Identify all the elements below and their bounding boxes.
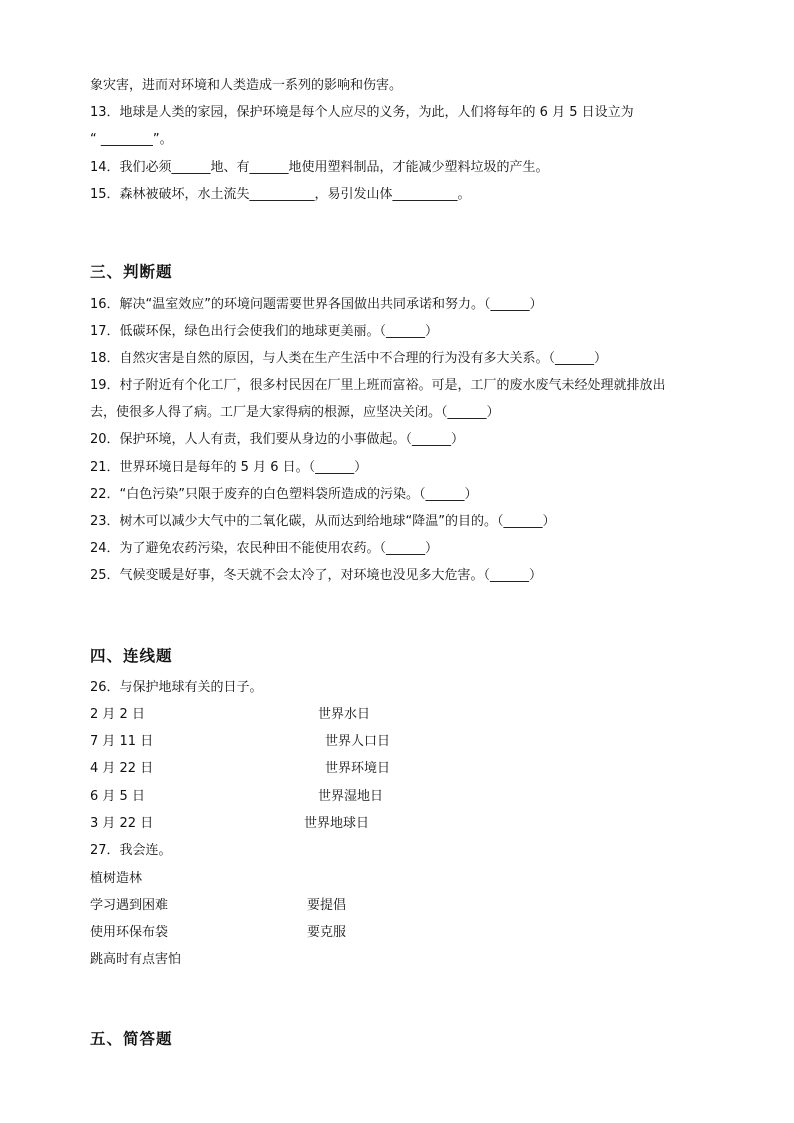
question-18: 18．自然灾害是自然的原因，与人类在生产生活中不合理的行为没有多大关系。（______） [90,351,608,366]
question-23: 23．树木可以减少大气中的二氧化碳，从而达到给地球“降温”的目的。（______） [90,514,556,529]
match-26-right-item: 世界湿地日 [318,789,384,804]
question-25: 25．气候变暖是好事，冬天就不会太冷了，对环境也没见多大危害。（______） [90,568,543,583]
match-26-left-item: 3 月 22 日 [90,816,154,831]
question-13-blank: “ ________”。 [90,132,173,147]
match-27-left-item: 跳高时有点害怕 [90,952,182,967]
section-heading-short-answer: 五、简答题 [90,1029,173,1048]
match-27-left-item: 学习遇到困难 [90,898,169,913]
question-19-line1: 19．村子附近有个化工厂，很多村民因在厂里上班而富裕。可是，工厂的废水废气未经处理就排放出 [90,378,666,393]
question-17: 17．低碳环保，绿色出行会使我们的地球更美丽。（______） [90,324,439,339]
section-heading-match: 四、连线题 [90,646,173,665]
question-20: 20．保护环境，人人有责，我们要从身边的小事做起。（______） [90,432,465,447]
match-26-right-item: 世界地球日 [304,816,370,831]
match-27-left-item: 使用环保布袋 [90,925,169,940]
match-26-right-item: 世界环境日 [325,761,391,776]
question-27: 27．我会连。 [90,843,172,858]
question-26: 26．与保护地球有关的日子。 [90,680,263,695]
question-16: 16．解决“温室效应”的环境问题需要世界各国做出共同承诺和努力。（______） [90,297,543,312]
match-27-right-item: 要克服 [307,925,347,940]
section-heading-judge: 三、判断题 [90,262,173,281]
question-21: 21．世界环境日是每年的 5 月 6 日。（______） [90,460,368,475]
match-26-right-item: 世界水日 [318,707,371,722]
match-26-left-item: 2 月 2 日 [90,707,145,722]
question-13: 13．地球是人类的家园，保护环境是每个人应尽的义务，为此，人们将每年的 6 月 5 日设立为 [90,105,634,120]
match-26-left-item: 6 月 5 日 [90,789,145,804]
q12-continuation: 象灾害，进而对环境和人类造成一系列的影响和伤害。 [90,78,403,93]
match-26-right-item: 世界人口日 [325,734,391,749]
question-24: 24．为了避免农药污染，农民种田不能使用农药。（______） [90,541,439,556]
match-26-left-item: 7 月 11 日 [90,734,154,749]
match-27-right-item: 要提倡 [307,898,347,913]
match-27-left-item: 植树造林 [90,871,143,886]
question-14: 14．我们必须______地、有______地使用塑料制品，才能减少塑料垃圾的产生。 [90,160,549,175]
question-19-line2: 去，使很多人得了病。工厂是大家得病的根源，应坚决关闭。（______） [90,405,500,420]
question-15: 15．森林被破坏，水土流失__________，易引发山体__________。 [90,187,471,202]
match-26-left-item: 4 月 22 日 [90,761,154,776]
question-22: 22．“白色污染”只限于废弃的白色塑料袋所造成的污染。（______） [90,487,478,502]
